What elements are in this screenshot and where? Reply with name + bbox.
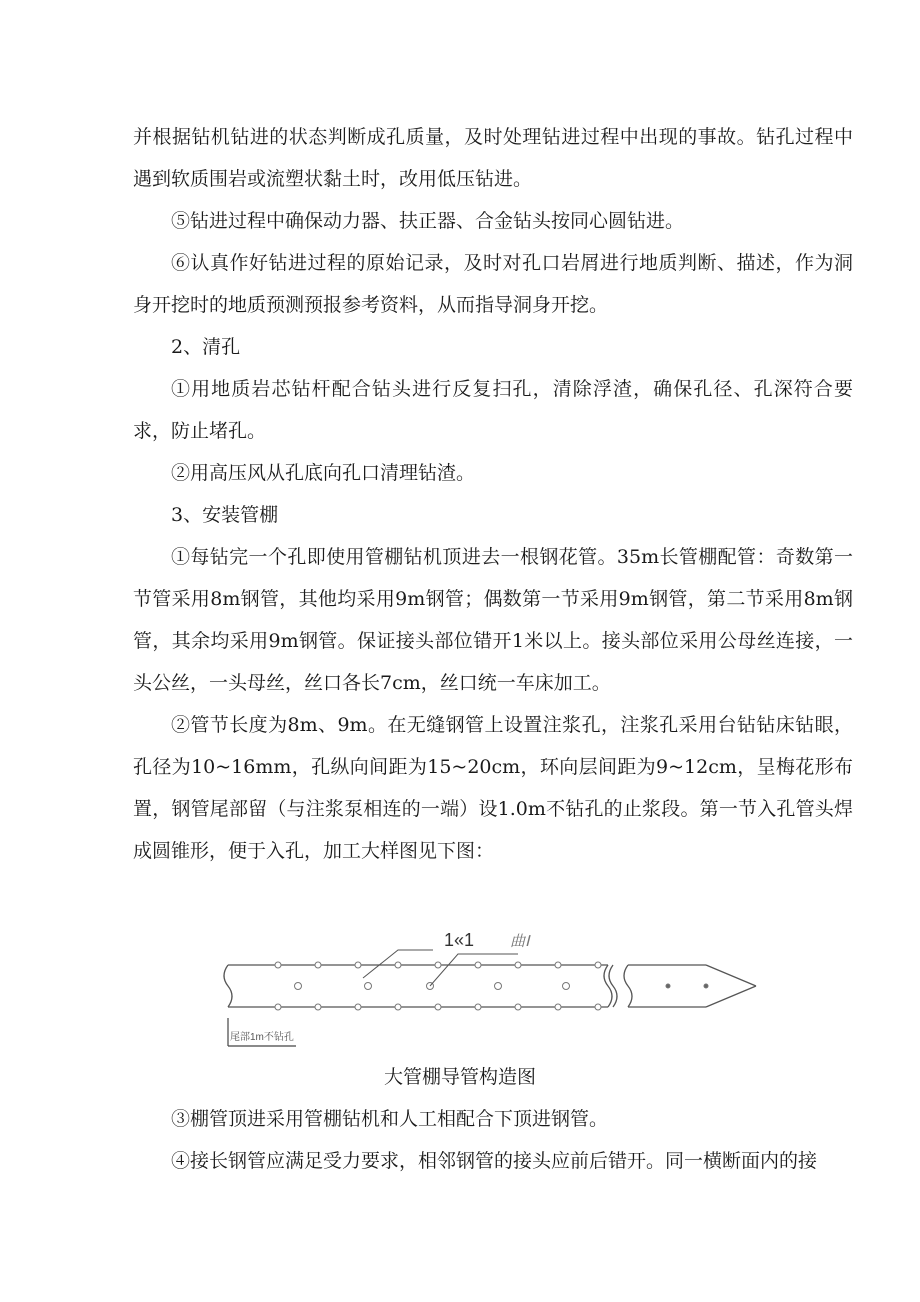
leader-lines (363, 950, 518, 986)
paragraph-install-2: ②管节长度为8m、9m。在无缝钢管上设置注浆孔，注浆孔采用台钻钻床钻眼，孔径为10~16mm，孔纵向间距为15~20cm，环向层间距为9~12cm，呈梅花形布置，钢管尾部留（与注浆泵相连的一端）设1.0m不钻孔的止浆段。第一节入孔管头焊成圆锥形，便于入孔，加工大样图见下图： (133, 714, 853, 862)
figure-label-bottom: 尾部1m不钻孔 (230, 1032, 294, 1043)
grout-holes (275, 962, 708, 1010)
figure-caption: 大管棚导管构造图 (383, 1066, 536, 1088)
paragraph-item-5: ⑤钻进过程中确保动力器、扶正器、合金钻头按同心圆钻进。 (171, 210, 685, 232)
section-heading-install-pipe: 3、安装管棚 (171, 504, 279, 526)
paragraph-install-3: ③棚管顶进采用管棚钻机和人工相配合下顶进钢管。 (171, 1108, 609, 1130)
paragraph-item-6: ⑥认真作好钻进过程的原始记录，及时对孔口岩屑进行地质判断、描述，作为洞身开挖时的地质预测预报参考资料，从而指导洞身开挖。 (133, 252, 853, 316)
paragraph-continuation: 并根据钻机钻进的状态判断成孔质量，及时处理钻进过程中出现的事故。钻孔过程中遇到软质围岩或流塑状黏土时，改用低压钻进。 (133, 126, 853, 190)
paragraph-clean-1: ①用地质岩芯钻杆配合钻头进行反复扫孔，清除浮渣，确保孔径、孔深符合要求，防止堵孔。 (133, 378, 853, 442)
paragraph-install-4: ④接长钢管应满足受力要求，相邻钢管的接头应前后错开。同一横断面内的接 (171, 1150, 818, 1172)
figure-label-side: 曲Ⅰ (510, 934, 530, 950)
section-heading-clean-hole: 2、清孔 (171, 336, 241, 358)
paragraph-clean-2: ②用高压风从孔底向孔口清理钻渣。 (171, 462, 476, 484)
paragraph-install-1: ①每钻完一个孔即使用管棚钻机顶进去一根钢花管。35m长管棚配管：奇数第一节管采用8m钢管，其他均采用9m钢管；偶数第一节采用9m钢管，第二节采用8m钢管，其余均采用9m钢管。保证接头部位错开1米以上。接头部位采用公母丝连接，一头公丝，一头母丝，丝口各长7cm，丝口统一车床加工。 (133, 546, 853, 694)
pipe-tip-section (624, 965, 756, 1007)
pipe-structure-figure (218, 910, 758, 1060)
figure-label-main: 1«1 (444, 930, 475, 950)
pipe-main-section (224, 965, 617, 1007)
